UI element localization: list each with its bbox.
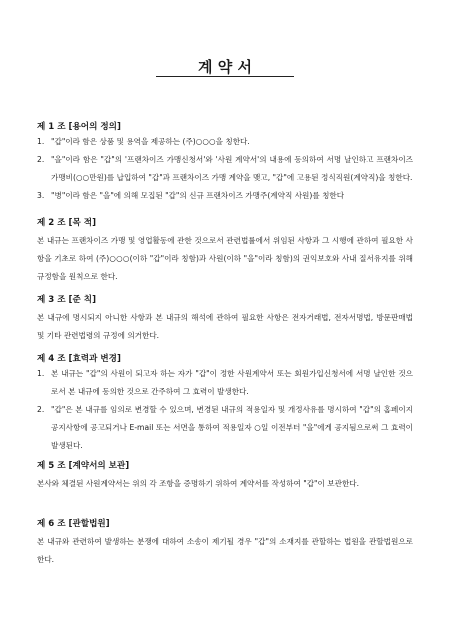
item-number: 3. — [37, 191, 45, 200]
item-number: 2. — [37, 405, 45, 414]
article-heading: 제 5 조 [계약서의 보관] — [37, 461, 130, 471]
article-text: 본 내규와 관련하여 발생하는 분쟁에 대하여 소송이 제기될 경우 "갑"의 소재지를 관할하는 법원을 관할법원으로 한다. — [37, 537, 413, 564]
item-number: 2. — [37, 155, 45, 164]
article-6 — [37, 518, 413, 569]
article-heading: 제 2 조 [목 적] — [37, 218, 97, 228]
article-5 — [37, 460, 413, 493]
item-text: "병"이라 함은 "을"에 의해 모집된 "갑"의 신규 프랜차이즈 가맹주(계약직 사원)를 칭한다 — [51, 191, 345, 200]
article-2 — [37, 217, 413, 286]
item-number: 1. — [37, 137, 45, 146]
item-text: "갑"은 본 내규를 임의로 변경할 수 있으며, 변경된 내규의 적용일자 및 개정사유를 명시하여 "갑"의 홈페이지 공지사항에 공고되거나 E-mail 또는 서면을 통하여 적용일자 ○일 이전부터 "을"에게 공지됨으로써 그 효력이 발생된다. — [51, 405, 413, 450]
article-1 — [37, 121, 413, 205]
article-heading: 제 1 조 [용어의 정의] — [37, 122, 121, 132]
list-item — [37, 365, 413, 401]
item-text: 본 내규는 "갑"의 사원이 되고자 하는 자가 "갑"이 정한 사원계약서 또는 회원가입신청서에 서명 날인한 것으로서 본 내규에 동의한 것으로 간주하여 그 효력이 발생한다. — [51, 369, 413, 396]
item-text: "을"이라 함은 "갑"의 '프랜차이즈 가맹신청서'와 '사원 계약서'의 내용에 동의하여 서명 날인하고 프랜차이즈 가맹비(○○만원)를 납입하여 "갑"과 프랜차이즈 가맹 계약을 맺고, "갑"에 고용된 정식직원(계약직)을 칭한다. — [51, 155, 413, 182]
article-text: 본 내규에 명시되지 아니한 사항과 본 내규의 해석에 관하여 필요한 사항은 전자거래법, 전자서명법, 방문판매법 및 기타 관련법령의 규정에 의거한다. — [37, 313, 413, 340]
article-heading: 제 6 조 [관할법원] — [37, 519, 110, 529]
article-text: 본 내규는 프랜차이즈 가맹 및 영업활동에 관한 것으로서 관련법률에서 위임된 사항과 그 시행에 관하여 필요한 사항을 기초로 하여 (주)○○○(이하 "갑"이라 칭함)과 사원(이하 "을"이라 칭함)의 권익보호와 사내 질서유지를 위해 규정함을 원칙으로 한다. — [37, 236, 413, 281]
article-heading: 제 3 조 [준 칙] — [37, 295, 97, 305]
list-item — [37, 151, 413, 187]
item-number: 1. — [37, 369, 45, 378]
article-3 — [37, 294, 413, 345]
list-item — [37, 187, 413, 205]
article-text: 본사와 체결된 사원계약서는 위의 각 조항을 증명하기 위하여 계약서를 작성하여 "갑"이 보관한다. — [37, 479, 360, 488]
list-item — [37, 401, 413, 455]
list-item — [37, 133, 413, 151]
article-heading: 제 4 조 [효력과 변경] — [37, 354, 121, 364]
document-title: 계 약 서 — [198, 58, 252, 76]
article-4 — [37, 353, 413, 455]
item-text: "갑"이라 함은 상품 및 용역을 제공하는 (주)○○○을 칭한다. — [51, 137, 250, 146]
title-underline — [156, 76, 294, 77]
